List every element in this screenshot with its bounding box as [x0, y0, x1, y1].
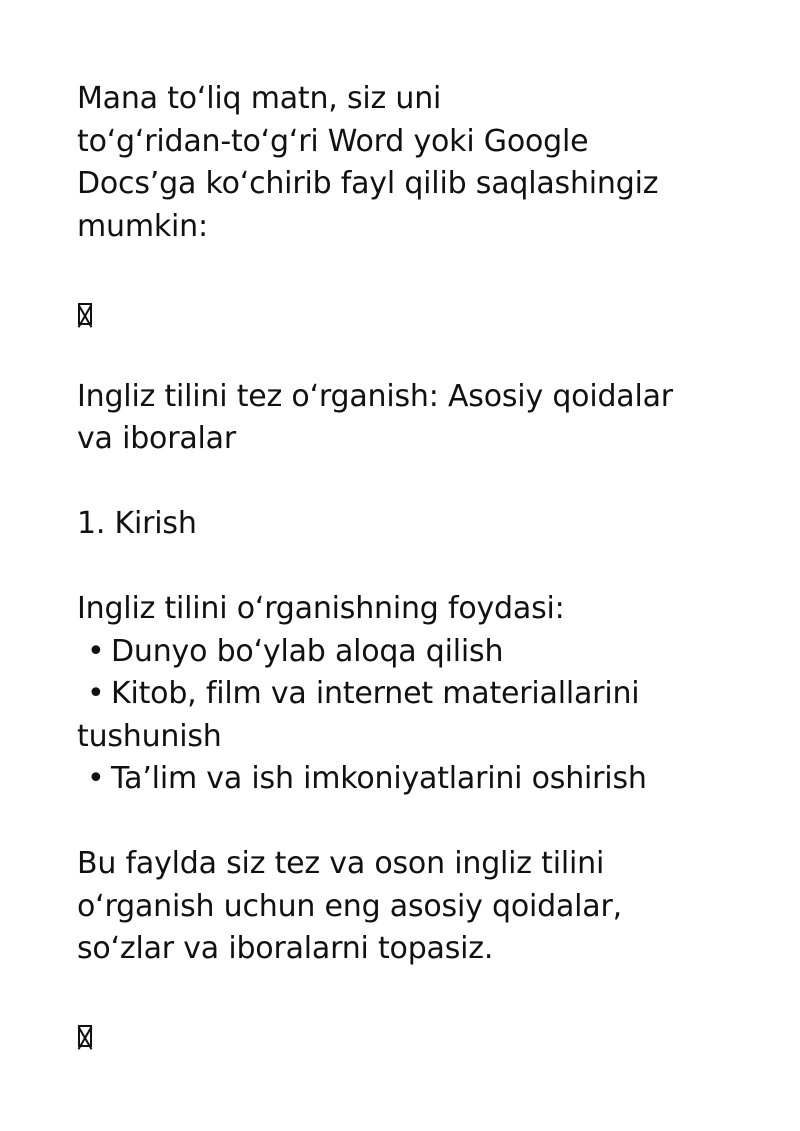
- intro-line: mumkin:: [77, 208, 208, 244]
- summary-paragraph: [77, 843, 757, 971]
- title-line: Ingliz tilini tez o‘rganish: Asosiy qoidalar: [77, 378, 673, 414]
- intro-line: Docs’ga ko‘chirib fayl qilib saqlashingiz: [77, 166, 659, 201]
- bullet-marker: •: [87, 633, 105, 669]
- section-heading: 1. Kirish: [77, 506, 197, 541]
- missing-glyph-icon: [78, 303, 92, 325]
- intro-line: to‘g‘ridan-to‘g‘ri Word yoki Google: [77, 123, 589, 159]
- benefits-list: [77, 588, 757, 801]
- separator-line: [77, 291, 757, 334]
- document-title: [77, 376, 757, 461]
- list-item: [77, 631, 757, 674]
- list-item-text: Dunyo bo‘ylab aloqa qilish: [111, 633, 504, 669]
- separator-line: [77, 1013, 757, 1056]
- list-item-continuation: tushunish: [77, 718, 222, 754]
- benefits-intro: Ingliz tilini o‘rganishning foydasi:: [77, 591, 565, 626]
- document-page: [77, 78, 757, 1056]
- summary-line: Bu faylda siz tez va oson ingliz tilini: [77, 846, 605, 881]
- bullet-marker: •: [87, 676, 105, 711]
- title-line: va iboralar: [77, 421, 236, 456]
- list-item-text: Kitob, film va internet materiallarini: [111, 676, 640, 711]
- missing-glyph-icon: [78, 1025, 92, 1047]
- bullet-marker: •: [87, 761, 105, 796]
- summary-line: so‘zlar va iboralarni topasiz.: [77, 931, 494, 966]
- list-item-text: Ta’lim va ish imkoniyatlarini oshirish: [111, 761, 647, 796]
- list-item: [77, 758, 757, 801]
- summary-line: o‘rganish uchun eng asosiy qoidalar,: [77, 888, 622, 924]
- intro-paragraph: [77, 78, 757, 248]
- list-item: [77, 673, 757, 716]
- intro-line: Mana to‘liq matn, siz uni: [77, 81, 442, 116]
